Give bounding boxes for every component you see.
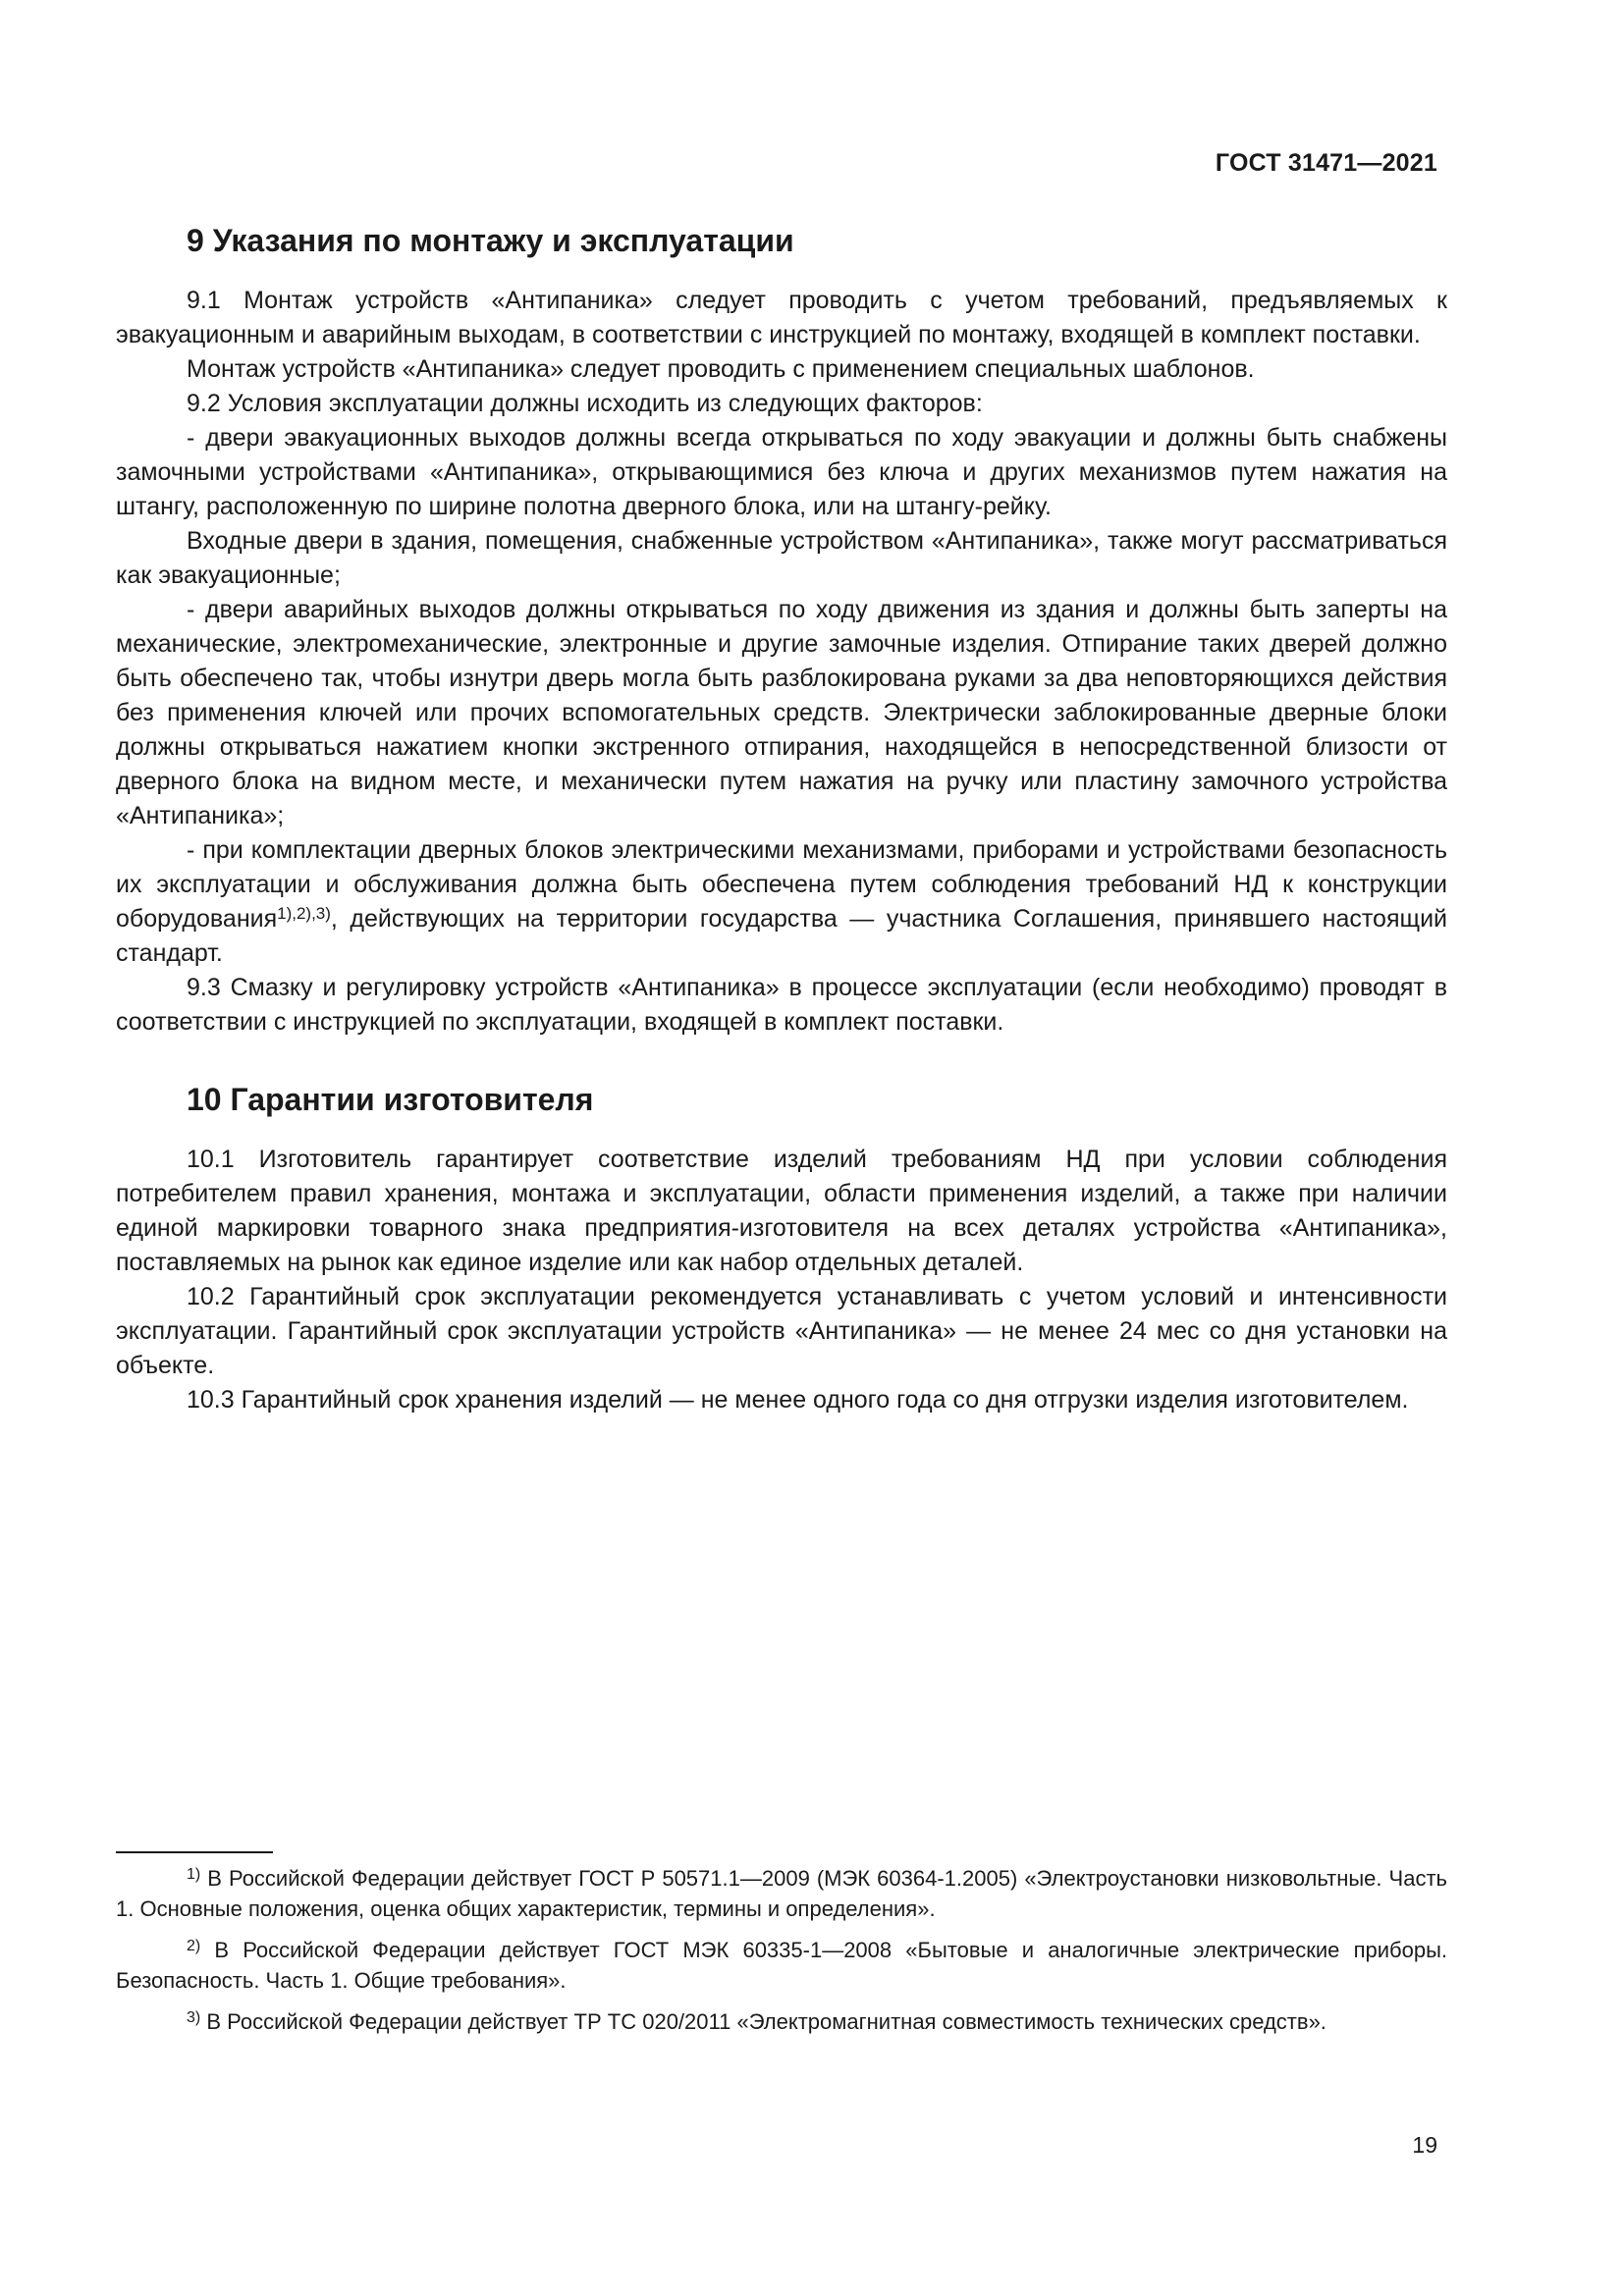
footnote-2-marker: 2) (187, 1938, 201, 1954)
paragraph-9-1: 9.1 Монтаж устройств «Антипаника» следует проводить с учетом требований, предъявляемых к эвакуационным и аварийным выходам, в соответствии с инструкцией по монтажу, входящей в комплект поставки. (116, 287, 1447, 348)
footnote-1-marker: 1) (187, 1866, 201, 1883)
paragraph-9-2-evacuation-doors: - двери эвакуационных выходов должны всегда открываться по ходу эвакуации и должны быть снабжены замочными устройствами «Антипаника», открывающимися без ключа и других механизмов путем нажатия на штангу, расположенную по ширине полотна дверного блока, или на штангу-рейку. (116, 424, 1447, 520)
footnote-3-text: В Российской Федерации действует ТР ТС 020/2011 «Электромагнитная совместимость технических средств». (200, 2009, 1326, 2034)
paragraph-9-2: 9.2 Условия эксплуатации должны исходить из следующих факторов: (187, 390, 983, 417)
paragraph-10-1: 10.1 Изготовитель гарантирует соответствие изделий требованиям НД при условии соблюдения потребителем правил хранения, монтажа и эксплуатации, области применения изделий, а также при наличии единой маркировки товарного знака предприятия-изготовителя на всех деталях устройства «Антипаника», поставляемых на рынок как единое изделие или как набор отдельных деталей. (116, 1146, 1447, 1276)
section-9-title: 9 Указания по монтажу и эксплуатации (187, 223, 794, 258)
paragraph-10-3: 10.3 Гарантийный срок хранения изделий — не менее одного года со дня отгрузки изделия изготовителем. (187, 1386, 1409, 1414)
section-9 (116, 221, 1447, 1040)
paragraph-9-2-electrical-safety-part1: - при комплектации дверных блоков электрическими механизмами, приборами и устройствами безопасность их эксплуатации и обслуживания должна быть обеспечена путем соблюдения требований НД к конструкции оборудования (116, 836, 1447, 933)
paragraph-10-2: 10.2 Гарантийный срок эксплуатации рекомендуется устанавливать с учетом условий и интенсивности эксплуатации. Гарантийный срок эксплуатации устройств «Антипаника» — не менее 24 мес со дня установки на объекте. (116, 1283, 1447, 1379)
paragraph-9-3: 9.3 Смазку и регулировку устройств «Антипаника» в процессе эксплуатации (если необходимо) проводят в соответствии с инструкцией по эксплуатации, входящей в комплект поставки. (116, 974, 1447, 1036)
page-number: 19 (1412, 2132, 1437, 2158)
footnote-2 (116, 1935, 1447, 1996)
footnote-1 (116, 1863, 1447, 1924)
footnotes (116, 1851, 1447, 2048)
footnote-divider (116, 1851, 273, 1853)
footnote-reference: 1),2),3) (277, 904, 331, 923)
paragraph-9-1-templates: Монтаж устройств «Антипаника» следует проводить с применением специальных шаблонов. (187, 355, 1255, 383)
footnote-2-text: В Российской Федерации действует ГОСТ МЭК 60335-1—2008 «Бытовые и аналогичные электрические приборы. Безопасность. Часть 1. Общие требования». (116, 1938, 1447, 1993)
footnote-3 (116, 2006, 1447, 2037)
footnote-1-text: В Российской Федерации действует ГОСТ Р 50571.1—2009 (МЭК 60364-1.2005) «Электроустановки низковольтные. Часть 1. Основные положения, оценка общих характеристик, термины и определения». (116, 1866, 1447, 1921)
paragraph-9-2-emergency-doors: - двери аварийных выходов должны открываться по ходу движения из здания и должны быть заперты на механические, электромеханические, электронные и другие замочные изделия. Отпирание таких дверей должно быть обеспечено так, чтобы изнутри дверь могла быть разблокирована руками за два неповторяющихся действия без применения ключей или прочих вспомогательных средств. Электрически заблокированные дверные блоки должны открываться нажатием кнопки экстренного отпирания, находящейся в непосредственной близости от дверного блока на видном месте, и механически путем нажатия на ручку или пластину замочного устройства «Антипаника»; (116, 596, 1447, 829)
document-id-header: ГОСТ 31471—2021 (1215, 149, 1437, 177)
footnote-3-marker: 3) (187, 2009, 201, 2026)
section-10 (116, 1080, 1447, 1417)
paragraph-9-2-electrical-safety-part2: , действующих на территории государства — участника Соглашения, принявшего настоящий стандарт. (116, 905, 1447, 967)
section-10-title: 10 Гарантии изготовителя (187, 1082, 594, 1117)
paragraph-9-2-electrical-safety (116, 833, 1447, 971)
paragraph-9-2-entrance-doors: Входные двери в здания, помещения, снабженные устройством «Антипаника», также могут рассматриваться как эвакуационные; (116, 527, 1447, 589)
